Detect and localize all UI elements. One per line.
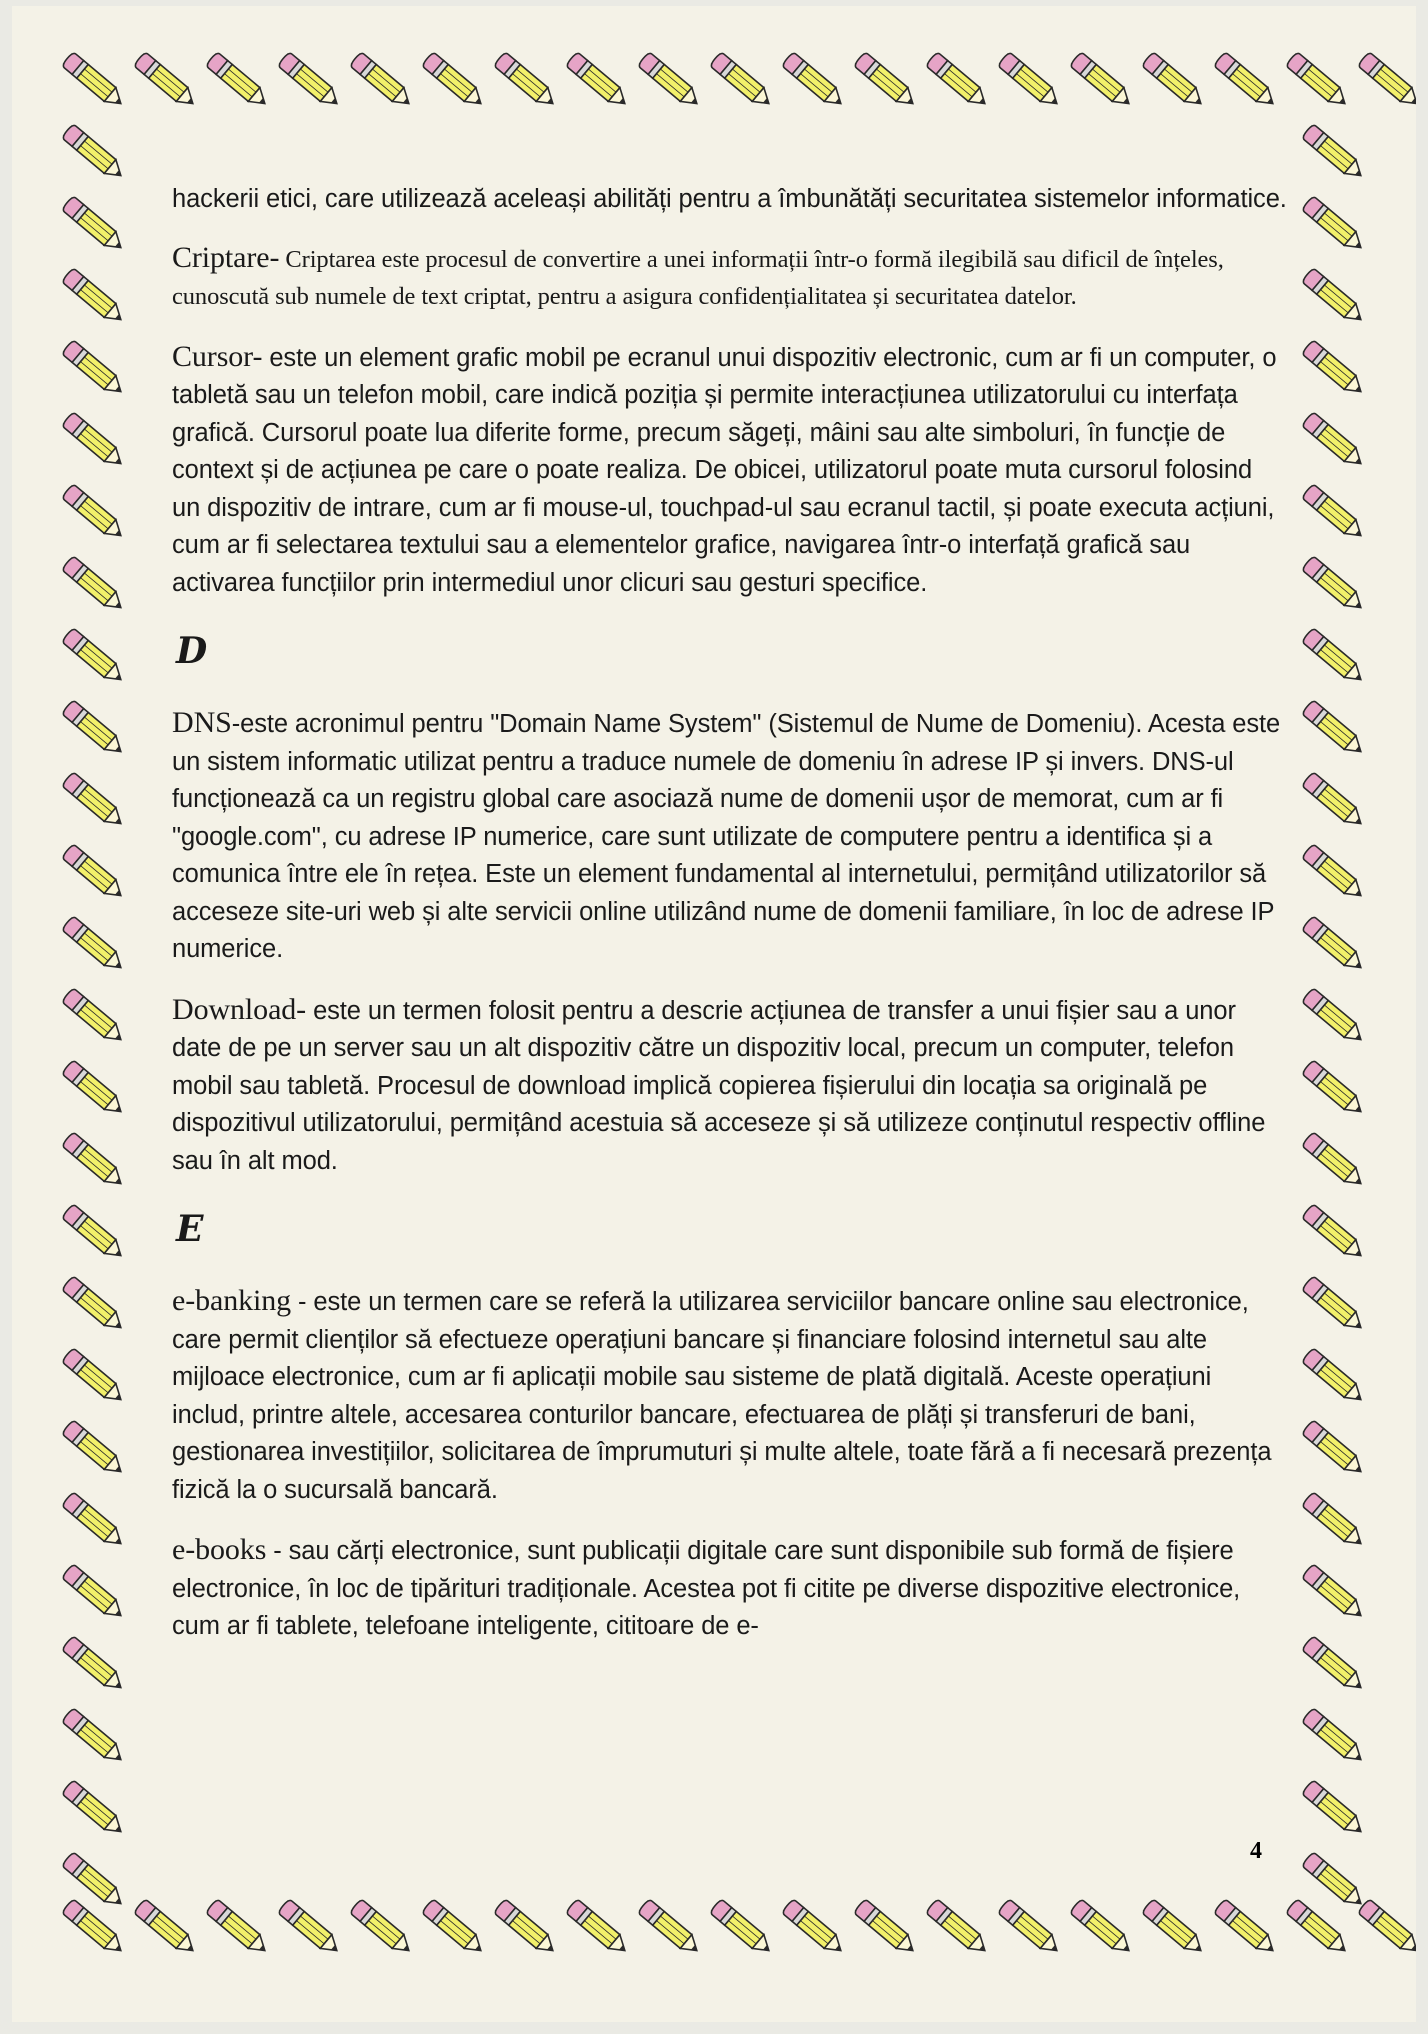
pencil-icon [61, 1420, 126, 1479]
pencil-icon [61, 52, 126, 111]
pencil-icon [1213, 1899, 1278, 1958]
pencil-icon [1357, 1899, 1416, 1958]
entry-cursor [172, 338, 1287, 603]
pencil-icon [61, 772, 126, 831]
intro-paragraph: hackerii etici, care utilizează aceleași abilități pentru a îmbunătăți securitatea sistemelor informatice. [172, 185, 1287, 213]
pencil-icon [1301, 1780, 1366, 1839]
definition-dns: -este acronimul pentru "Domain Name System" (Sistemul de Nume de Domeniu). Acesta este un sistem informatic utilizat pentru a traduce numele de domeniu în adrese IP și invers. DNS-ul funcționează ca un registru global care asociază nume de domenii ușor de memorat, cum ar fi "google.com", cu adrese IP numerice, care sunt utilizate de computere pentru a identifica și a comunica între ele în rețea. Este un element fundamental al internetului, permițând utilizatorilor să acceseze site-uri web și alte servicii online utilizând nume de domenii familiare, în loc de adrese IP numerice. [172, 710, 1281, 963]
pencil-icon [781, 52, 846, 111]
pencil-icon [1301, 268, 1366, 327]
pencil-icon [1301, 1636, 1366, 1695]
pencil-icon [853, 1899, 918, 1958]
pencil-icon [61, 916, 126, 975]
definition-e-books: - sau cărți electronice, sunt publicații digitale care sunt disponibile sub formă de fișiere electronice, în loc de tipărituri tradiționale. Acestea pot fi citite pe diverse dispozitive electronice, cum ar fi tablete, telefoane inteligente, cititoare de e- [172, 1537, 1241, 1640]
pencil-icon [205, 52, 270, 111]
pencil-icon [1141, 52, 1206, 111]
pencil-icon [565, 1899, 630, 1958]
pencil-icon [1141, 1899, 1206, 1958]
pencil-icon [493, 1899, 558, 1958]
pencil-icon [421, 52, 486, 111]
entry-e-books [172, 1531, 1287, 1646]
pencil-icon [61, 196, 126, 255]
pencil-icon [61, 988, 126, 1047]
pencil-icon [61, 844, 126, 903]
definition-criptare: Criptarea este procesul de convertire a unei informații într-o formă ilegibilă sau dificil de înțeles, cunoscută sub numele de text criptat, pentru a asigura confidențialitatea și securitatea datelor. [172, 245, 1224, 310]
pencil-icon [1301, 844, 1366, 903]
pencil-icon [1301, 772, 1366, 831]
pencil-icon [709, 52, 774, 111]
pencil-icon [277, 1899, 342, 1958]
term-e-books: e-books [172, 1533, 267, 1566]
pencil-icon [61, 556, 126, 615]
pencil-icon [1301, 340, 1366, 399]
pencil-icon [1301, 1708, 1366, 1767]
pencil-icon [61, 1899, 126, 1958]
pencil-icon [61, 1492, 126, 1551]
pencil-icon [997, 52, 1062, 111]
definition-e-banking: - este un termen care se referă la utilizarea serviciilor bancare online sau electronice, care permit clienților să efectueze operațiuni bancare și financiare folosind internetul sau alte mijloace electronice, cum ar fi aplicații mobile sau sisteme de plată digitală. Aceste operațiuni includ, printre altele, accesarea conturilor bancare, efectuarea de plăți și transferuri de bani, gestionarea investițiilor, solicitarea de împrumuturi și multe altele, toate fără a fi necesară prezența fizică la o sucursală bancară. [172, 1288, 1272, 1504]
pencil-icon [61, 412, 126, 471]
pencil-icon [1069, 1899, 1134, 1958]
pencil-icon [61, 1276, 126, 1335]
page [12, 6, 1416, 2022]
pencil-icon [1213, 52, 1278, 111]
pencil-icon [61, 1636, 126, 1695]
pencil-icon [61, 268, 126, 327]
pencil-icon [1301, 1348, 1366, 1407]
pencil-icon [61, 1132, 126, 1191]
pencil-icon [349, 1899, 414, 1958]
pencil-icon [61, 1204, 126, 1263]
pencil-icon [1301, 916, 1366, 975]
pencil-icon [421, 1899, 486, 1958]
pencil-icon [1301, 124, 1366, 183]
pencil-icon [853, 52, 918, 111]
pencil-icon [61, 1564, 126, 1623]
pencil-icon [1301, 988, 1366, 1047]
pencil-icon [925, 52, 990, 111]
pencil-icon [61, 484, 126, 543]
term-criptare: Criptare- [172, 240, 280, 274]
pencil-icon [1301, 1276, 1366, 1335]
entry-download [172, 991, 1287, 1181]
pencil-icon [1301, 1420, 1366, 1479]
section-letter-d: D [176, 630, 208, 672]
pencil-icon [61, 1060, 126, 1119]
pencil-icon [637, 52, 702, 111]
glossary-content [172, 181, 1287, 1668]
pencil-icon [61, 1780, 126, 1839]
page-number: 4 [1250, 1838, 1262, 1864]
pencil-icon [349, 52, 414, 111]
pencil-icon [493, 52, 558, 111]
pencil-icon [133, 52, 198, 111]
pencil-icon [1301, 484, 1366, 543]
pencil-icon [61, 124, 126, 183]
section-letter-e: E [176, 1208, 204, 1250]
pencil-icon [565, 52, 630, 111]
pencil-icon [277, 52, 342, 111]
pencil-icon [61, 1348, 126, 1407]
pencil-icon [1301, 412, 1366, 471]
pencil-icon [1285, 1899, 1350, 1958]
entry-dns [172, 704, 1287, 969]
pencil-icon [1301, 1132, 1366, 1191]
pencil-icon [1301, 628, 1366, 687]
pencil-icon [1301, 1564, 1366, 1623]
pencil-icon [1301, 700, 1366, 759]
pencil-icon [1301, 1060, 1366, 1119]
pencil-icon [61, 1708, 126, 1767]
pencil-icon [1069, 52, 1134, 111]
entry-e-banking [172, 1282, 1287, 1509]
pencil-icon [133, 1899, 198, 1958]
pencil-icon [997, 1899, 1062, 1958]
pencil-icon [925, 1899, 990, 1958]
definition-cursor: este un element grafic mobil pe ecranul unui dispozitiv electronic, cum ar fi un computer, o tabletă sau un telefon mobil, care indică poziția și permite interacțiunea utilizatorului cu interfața grafică. Cursorul poate lua diferite forme, precum săgeți, mâini sau alte simboluri, în funcție de context și de acțiunea pe care o poate realiza. De obicei, utilizatorul poate muta cursorul folosind un dispozitiv de intrare, cum ar fi mouse-ul, touchpad-ul sau ecranul tactil, și poate executa acțiuni, cum ar fi selectarea textului sau a elementelor grafice, navigarea într-o interfață grafică sau activarea funcțiilor prin intermediul unor clicuri sau gesturi specifice. [172, 343, 1277, 597]
term-download: Download- [172, 992, 307, 1026]
term-dns: DNS [172, 706, 232, 739]
term-cursor: Cursor- [172, 339, 263, 373]
pencil-icon [637, 1899, 702, 1958]
pencil-icon [1357, 52, 1416, 111]
pencil-icon [61, 340, 126, 399]
term-e-banking: e-banking [172, 1284, 292, 1317]
definition-download: este un termen folosit pentru a descrie acțiunea de transfer a unui fișier sau a unor date de pe un server sau un alt dispozitiv către un dispozitiv local, precum un computer, telefon mobil sau tabletă. Procesul de download implică copierea fișierului din locația sa originală pe dispozitivul utilizatorului, permițând acestuia să acceseze și să utilizeze conținutul respectiv offline sau în alt mod. [172, 996, 1266, 1175]
pencil-icon [61, 628, 126, 687]
pencil-icon [1301, 556, 1366, 615]
pencil-icon [709, 1899, 774, 1958]
pencil-icon [1301, 1852, 1366, 1911]
entry-criptare [172, 239, 1287, 316]
pencil-icon [781, 1899, 846, 1958]
pencil-icon [1301, 1204, 1366, 1263]
pencil-icon [205, 1899, 270, 1958]
pencil-icon [61, 700, 126, 759]
pencil-icon [1301, 196, 1366, 255]
pencil-icon [1301, 1492, 1366, 1551]
pencil-icon [1285, 52, 1350, 111]
